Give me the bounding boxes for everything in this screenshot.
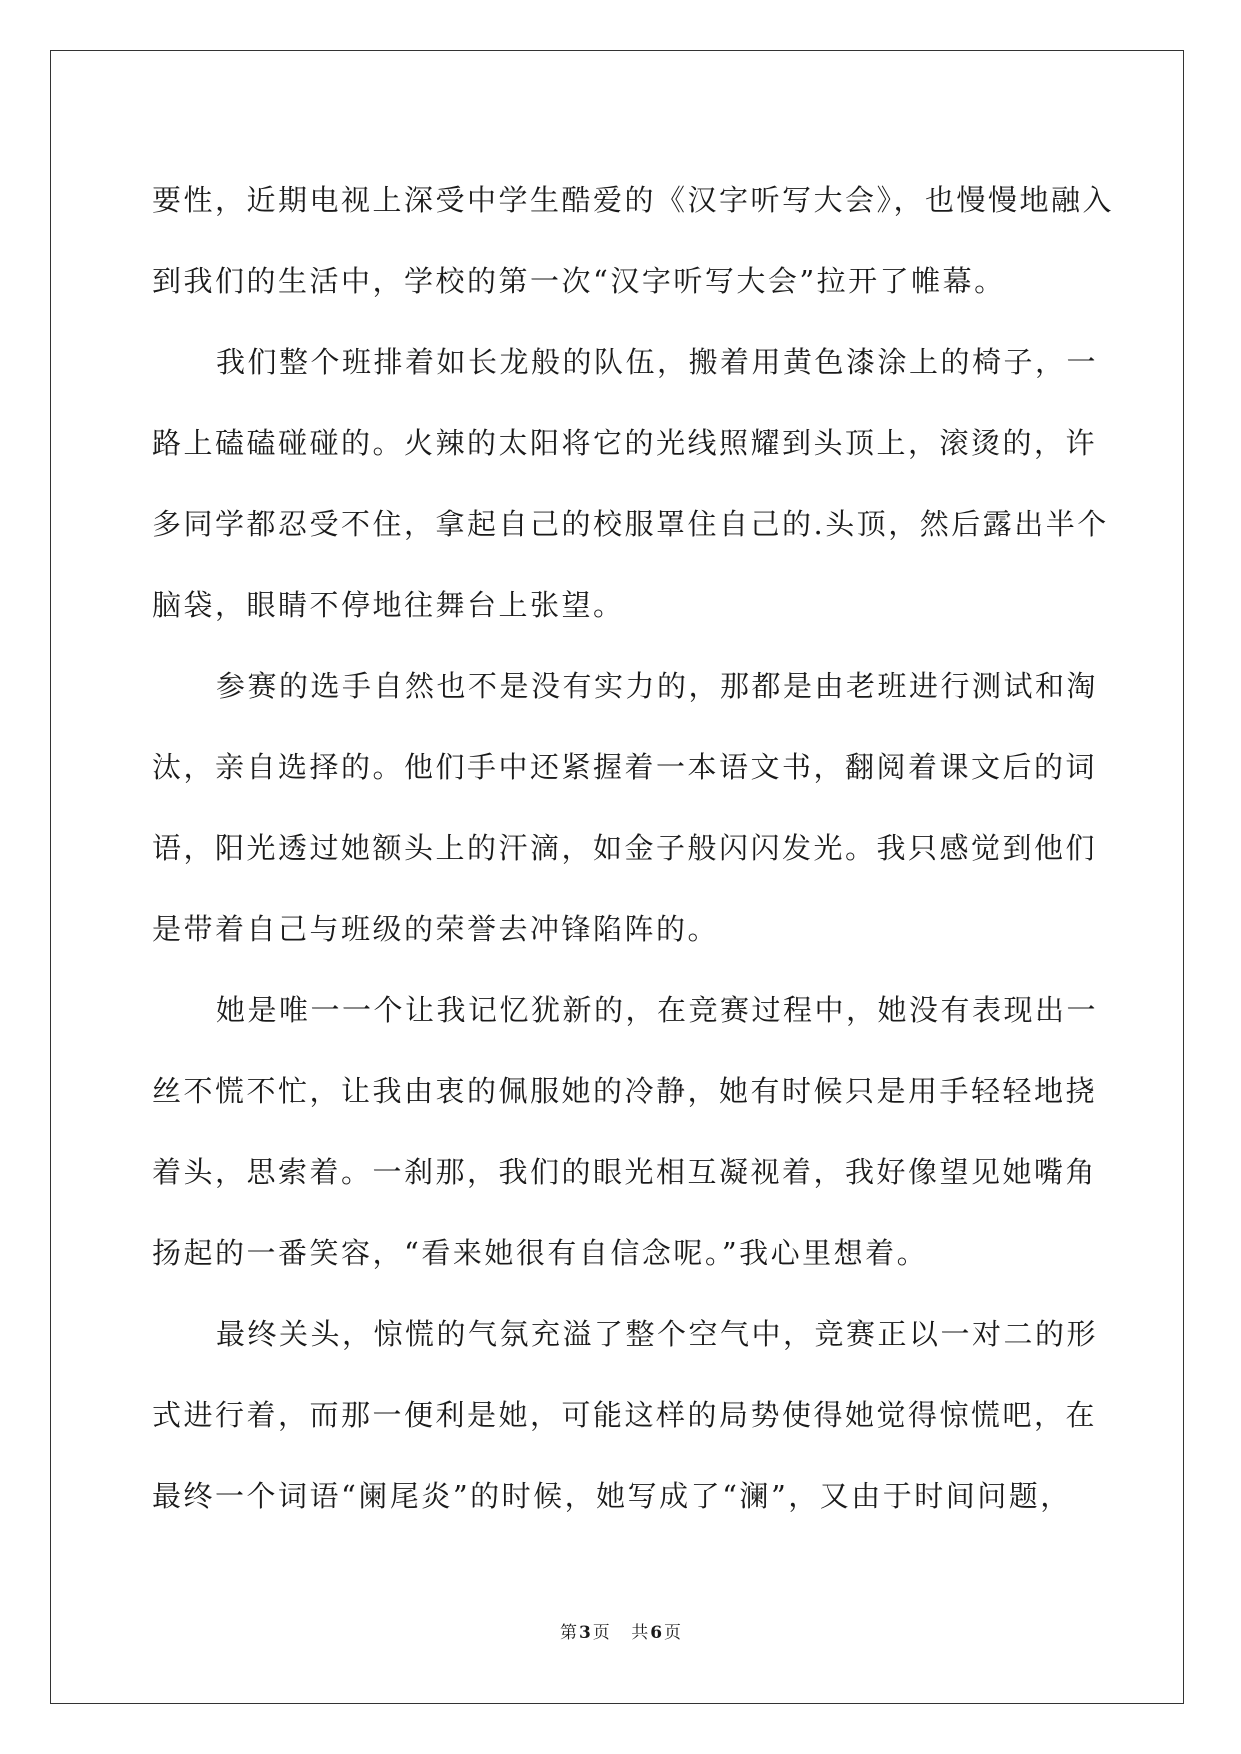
- text-line: 汰，亲自选择的。他们手中还紧握着一本语文书，翻阅着课文后的词: [152, 750, 1098, 784]
- text-line: 参赛的选手自然也不是没有实力的，那都是由老班进行测试和淘: [216, 669, 1099, 703]
- page-total: [631, 1623, 681, 1643]
- page-prefix: 第: [559, 1623, 577, 1643]
- text-line: 式进行着，而那一便利是她，可能这样的局势使得她觉得惊慌吧，在: [152, 1398, 1098, 1432]
- paragraph: [152, 322, 1109, 646]
- text-line: 多同学都忍受不住，拿起自己的校服罩住自己的.头顶，然后露出半个: [152, 507, 1109, 541]
- page-footer: [0, 1618, 1241, 1643]
- page-number: [560, 1623, 610, 1643]
- text-line: 路上磕磕碰碰的。火辣的太阳将它的光线照耀到头顶上，滚烫的，许: [152, 426, 1098, 460]
- text-line: 她是唯一一个让我记忆犹新的，在竞赛过程中，她没有表现出一: [216, 993, 1099, 1027]
- text-line: 我们整个班排着如长龙般的队伍，搬着用黄色漆涂上的椅子，一: [216, 345, 1099, 379]
- text-line: 语，阳光透过她额头上的汗滴，如金子般闪闪发光。我只感觉到他们: [152, 831, 1098, 865]
- text-line: 最终一个词语“阑尾炎”的时候，她写成了“澜”，又由于时间问题，: [152, 1479, 1072, 1513]
- text-line: 脑袋，眼睛不停地往舞台上张望。: [152, 588, 625, 622]
- total-prefix: 共: [631, 1623, 649, 1643]
- text-line: 到我们的生活中，学校的第一次“汉字听写大会”拉开了帷幕。: [152, 264, 1006, 298]
- paragraph: [152, 160, 1115, 322]
- total-suffix: 页: [664, 1623, 682, 1643]
- paragraph: [152, 970, 1099, 1294]
- text-line: 要性，近期电视上深受中学生酷爱的《汉字听写大会》，也慢慢地融入: [152, 183, 1115, 217]
- text-line: 是带着自己与班级的荣誉去冲锋陷阵的。: [152, 912, 720, 946]
- text-line: 最终关头，惊慌的气氛充溢了整个空气中，竞赛正以一对二的形: [216, 1317, 1099, 1351]
- paragraph: [152, 646, 1099, 970]
- text-line: 扬起的一番笑容，“看来她很有自信念呢。”我心里想着。: [152, 1236, 929, 1270]
- text-line: 丝不慌不忙，让我由衷的佩服她的冷静，她有时候只是用手轻轻地挠: [152, 1074, 1098, 1108]
- text-line: 着头，思索着。一刹那，我们的眼光相互凝视着，我好像望见她嘴角: [152, 1155, 1098, 1189]
- total-count: 6: [650, 1623, 663, 1643]
- page-suffix: 页: [592, 1623, 610, 1643]
- paragraph: [152, 1294, 1099, 1537]
- page-current: 3: [578, 1623, 591, 1643]
- document-body: [152, 160, 1115, 1537]
